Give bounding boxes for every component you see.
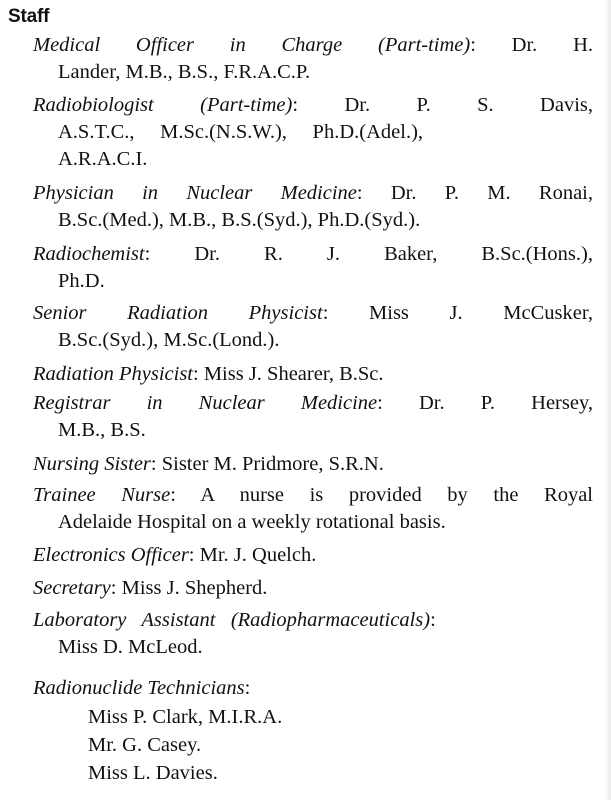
- entry-line: [33, 482, 593, 509]
- entry-line: [33, 32, 593, 59]
- entry-text: : Sister M. Pridmore, S.R.N.: [150, 453, 384, 475]
- entry-text: : A nurse is provided by the Royal: [170, 484, 593, 506]
- technician-name: Miss L. Davies.: [88, 762, 218, 784]
- entry-line: [33, 361, 593, 388]
- entry-text: : Miss J. Shearer, B.Sc.: [193, 363, 384, 385]
- entry-continuation: Lander, M.B., B.S., F.R.A.C.P.: [58, 61, 311, 83]
- staff-entry-registrar: [33, 390, 593, 444]
- entry-line: [33, 390, 593, 417]
- staff-entry-senior-physicist: [33, 300, 593, 354]
- entry-text: : Dr. R. J. Baker, B.Sc.(Hons.),: [144, 243, 593, 265]
- entry-text: : Dr. P. S. Davis,: [292, 94, 593, 116]
- role-title: Medical Officer in Charge (Part-time): [33, 34, 471, 56]
- entry-text: : Dr. P. Hersey,: [377, 392, 593, 414]
- role-title: Radiobiologist (Part-time): [33, 94, 293, 116]
- entry-line: [33, 300, 593, 327]
- entry-continuation: Adelaide Hospital on a weekly rotational basis.: [58, 511, 446, 533]
- staff-entry-trainee-nurse: [33, 482, 593, 536]
- entry-continuation: Ph.D.: [58, 270, 105, 292]
- staff-entry-radiochemist: [33, 241, 593, 295]
- entry-line: [33, 575, 593, 602]
- staff-entry-radiobiologist: [33, 92, 593, 173]
- technician-name: Miss P. Clark, M.I.R.A.: [88, 706, 283, 728]
- entry-line: [33, 675, 593, 702]
- entry-continuation: M.B., B.S.: [58, 419, 146, 441]
- technician-name: Mr. G. Casey.: [88, 734, 202, 756]
- section-heading: Staff: [8, 6, 50, 27]
- entry-line: [33, 180, 593, 207]
- role-title: Radionuclide Technicians: [33, 677, 245, 699]
- role-title: Radiochemist: [33, 243, 145, 265]
- staff-entry-radionuclide-technicians: [33, 675, 593, 702]
- entry-line: [33, 607, 593, 634]
- staff-entry-laboratory-assistant: [33, 607, 593, 661]
- role-title: Electronics Officer: [33, 544, 189, 566]
- staff-entry-nursing-sister: [33, 451, 593, 478]
- entry-continuation: B.Sc.(Syd.), M.Sc.(Lond.).: [58, 329, 280, 351]
- role-title: Radiation Physicist: [33, 363, 193, 385]
- entry-text: :: [430, 609, 436, 631]
- entry-continuation: A.R.A.C.I.: [58, 148, 148, 170]
- staff-entry-physician: [33, 180, 593, 234]
- entry-text: : Mr. J. Quelch.: [188, 544, 317, 566]
- staff-entry-electronics-officer: [33, 542, 593, 569]
- entry-continuation: B.Sc.(Med.), M.B., B.S.(Syd.), Ph.D.(Syd.).: [58, 209, 421, 231]
- role-title: Laboratory Assistant (Radiopharmaceuticals): [33, 609, 431, 631]
- entry-text: :: [244, 677, 251, 699]
- staff-entry-medical-officer: [33, 32, 593, 86]
- entry-text: : Dr. H.: [470, 34, 594, 56]
- page-edge-shadow: [605, 0, 611, 800]
- entry-line: [33, 92, 593, 119]
- entry-text: : Miss J. Shepherd.: [110, 577, 268, 599]
- entry-text: : Dr. P. M. Ronai,: [356, 182, 593, 204]
- entry-text: : Miss J. McCusker,: [322, 302, 593, 324]
- role-title: Physician in Nuclear Medicine: [33, 182, 357, 204]
- staff-entry-secretary: [33, 575, 593, 602]
- role-title: Trainee Nurse: [33, 484, 171, 506]
- entry-line: [33, 451, 593, 478]
- staff-entry-radiation-physicist: [33, 361, 593, 388]
- entry-continuation: A.S.T.C., M.Sc.(N.S.W.), Ph.D.(Adel.),: [58, 121, 424, 143]
- role-title: Registrar in Nuclear Medicine: [33, 392, 378, 414]
- role-title: Nursing Sister: [33, 453, 151, 475]
- role-title: Senior Radiation Physicist: [33, 302, 323, 324]
- entry-line: [33, 542, 593, 569]
- entry-continuation: Miss D. McLeod.: [58, 636, 203, 658]
- entry-line: [33, 241, 593, 268]
- role-title: Secretary: [33, 577, 111, 599]
